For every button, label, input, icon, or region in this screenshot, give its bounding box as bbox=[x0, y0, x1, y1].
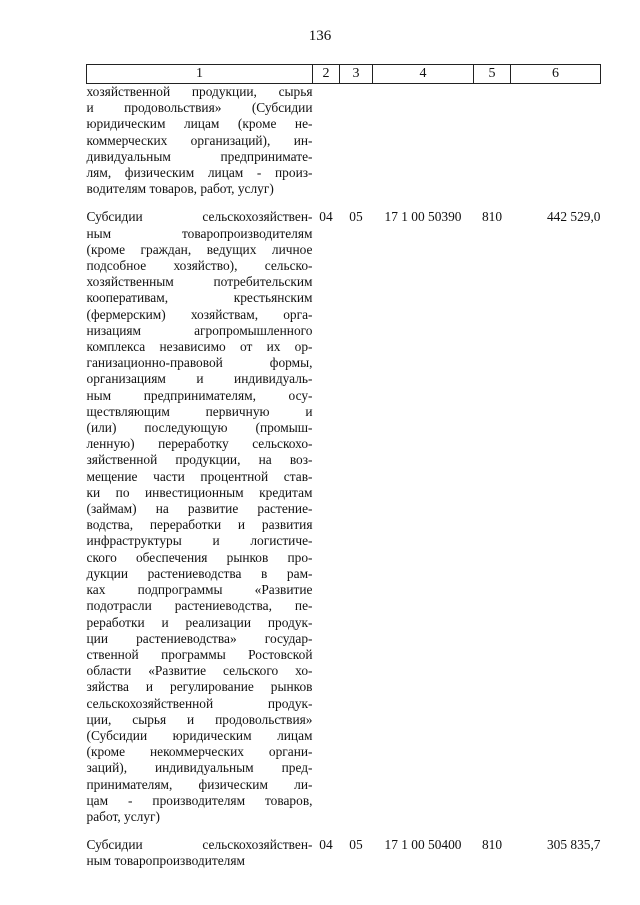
description-line: юридическим лицам (кроме не- bbox=[86, 116, 313, 132]
col-header-target-code: 4 bbox=[373, 65, 474, 84]
description-line: инфраструктуры и логистиче- bbox=[86, 533, 313, 549]
description-line: ленную) переработку сельскохо- bbox=[86, 436, 313, 452]
row-expense-type: 810 bbox=[481, 837, 503, 853]
description-line: (или) последующую (промыш- bbox=[86, 420, 313, 436]
description-line: хозяйственным потребительским bbox=[86, 274, 313, 290]
description-line: (займам) на развитие растение- bbox=[86, 501, 313, 517]
row-expense-type bbox=[474, 84, 511, 198]
description-line: ции растениеводства» государ- bbox=[86, 630, 313, 646]
row-subsection: 05 bbox=[349, 209, 363, 225]
description-line: реработки и реализации продук- bbox=[86, 614, 313, 630]
description-line: (фермерским) хозяйствам, орга- bbox=[86, 306, 313, 322]
row-amount: 442 529,0 bbox=[546, 209, 601, 225]
description-line: хозяйственной продукции, сырья bbox=[86, 84, 313, 99]
col-header-description: 1 bbox=[87, 65, 313, 84]
description-line: Субсидии сельскохозяйствен- bbox=[86, 209, 313, 225]
budget-table bbox=[86, 64, 601, 870]
description-line: и продовольствия» (Субсидии bbox=[86, 100, 313, 116]
description-line: низациям агропромышленного bbox=[86, 322, 313, 338]
row-section bbox=[313, 84, 340, 198]
row-target-code bbox=[373, 84, 474, 198]
description-line: заций), индивидуальным пред- bbox=[86, 760, 313, 776]
description-line: водства, переработки и развития bbox=[86, 517, 313, 533]
description-line: принимателям, физическим ли- bbox=[86, 776, 313, 792]
description-line: ственной программы Ростовской bbox=[86, 646, 313, 662]
description-line: ции, сырья и продовольствия» bbox=[86, 711, 313, 727]
description-line: водителям товаров, работ, услуг) bbox=[86, 181, 274, 197]
description-line: лям, физическим лицам - произ- bbox=[86, 165, 313, 181]
description-line: ках подпрограммы «Развитие bbox=[86, 582, 313, 598]
description-line: ным товаропроизводителям bbox=[86, 225, 313, 241]
col-header-subsection: 3 bbox=[340, 65, 373, 84]
row-amount: 305 835,7 bbox=[546, 837, 601, 853]
description-line: ществляющим первичную и bbox=[86, 403, 313, 419]
description-line: зяйства и регулирование рынков bbox=[86, 679, 313, 695]
description-line: мещение части процентной став- bbox=[86, 468, 313, 484]
row-description bbox=[87, 84, 313, 198]
description-line: ки по инвестиционным кредитам bbox=[86, 484, 313, 500]
description-line: ным товаропроизводителям bbox=[86, 853, 245, 869]
col-header-section: 2 bbox=[313, 65, 340, 84]
row-section: 04 bbox=[319, 837, 333, 853]
row-target-code: 17 1 00 50390 bbox=[384, 209, 462, 225]
description-line: сельскохозяйственной продук- bbox=[86, 695, 313, 711]
description-line: кооперативам, крестьянским bbox=[86, 290, 313, 306]
description-line: дукции растениеводства в рам- bbox=[86, 565, 313, 581]
table-row bbox=[87, 825, 601, 869]
table-row bbox=[87, 197, 601, 825]
description-line: (Субсидии юридическим лицам bbox=[86, 727, 313, 743]
description-line: зяйственной продукции, на воз- bbox=[86, 452, 313, 468]
row-target-code: 17 1 00 50400 bbox=[384, 837, 462, 853]
description-line: области «Развитие сельского хо- bbox=[86, 663, 313, 679]
description-line: подотрасли растениеводства, пе- bbox=[86, 598, 313, 614]
description-line: цам - производителям товаров, bbox=[86, 792, 313, 808]
header-row bbox=[87, 65, 601, 84]
description-line: работ, услуг) bbox=[86, 808, 160, 824]
col-header-amount: 6 bbox=[511, 65, 601, 84]
row-description bbox=[87, 197, 313, 825]
description-line: комплекса независимо от их ор- bbox=[86, 339, 313, 355]
description-line: ганизационно-правовой формы, bbox=[86, 355, 313, 371]
row-subsection: 05 bbox=[349, 837, 363, 853]
description-line: коммерческих организаций), ин- bbox=[86, 132, 313, 148]
description-line: (кроме граждан, ведущих личное bbox=[86, 241, 313, 257]
col-header-expense-type: 5 bbox=[474, 65, 511, 84]
row-expense-type: 810 bbox=[481, 209, 503, 225]
row-section: 04 bbox=[319, 209, 333, 225]
description-line: (кроме некоммерческих органи- bbox=[86, 744, 313, 760]
description-line: ского обеспечения рынков про- bbox=[86, 549, 313, 565]
page-number: 136 bbox=[308, 28, 332, 44]
row-description bbox=[87, 825, 313, 869]
row-amount bbox=[511, 84, 601, 198]
description-line: подсобное хозяйство), сельско- bbox=[86, 258, 313, 274]
row-subsection bbox=[340, 84, 373, 198]
description-line: Субсидии сельскохозяйствен- bbox=[86, 837, 313, 853]
description-line: дивидуальным предпринимате- bbox=[86, 148, 313, 164]
description-line: ным предпринимателям, осу- bbox=[86, 387, 313, 403]
description-line: организациям и индивидуаль- bbox=[86, 371, 313, 387]
table-body bbox=[87, 84, 601, 870]
table-row bbox=[87, 84, 601, 198]
